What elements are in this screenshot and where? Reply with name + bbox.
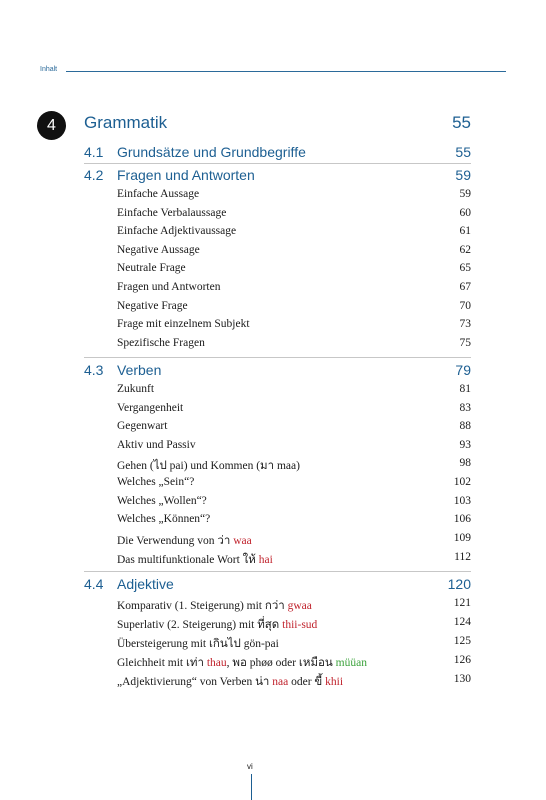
toc-entry[interactable]: [0, 420, 546, 438]
section-number: 4.1: [84, 144, 104, 160]
toc-entry[interactable]: [0, 476, 546, 494]
entry-page: 124: [453, 616, 471, 628]
toc-entry[interactable]: [0, 281, 546, 299]
entry-title-text: „Adjektivierung“ von Verben น่า: [117, 676, 273, 688]
entry-page: 103: [453, 495, 471, 507]
entry-page: 93: [459, 439, 471, 451]
section-number: 4.3: [84, 362, 104, 378]
chapter-number-badge: 4: [37, 111, 66, 140]
entry-page: 81: [459, 383, 471, 395]
entry-page: 59: [459, 188, 471, 200]
toc-entry[interactable]: [0, 616, 546, 634]
entry-page: 83: [459, 402, 471, 414]
entry-title: Negative Aussage: [117, 244, 200, 256]
section-page: 120: [447, 576, 471, 592]
section-4-3[interactable]: [0, 362, 546, 382]
entry-title: Übersteigerung mit เกินไป gön-pai: [117, 638, 279, 650]
entry-page: 125: [453, 635, 471, 647]
toc-entry[interactable]: [0, 383, 546, 401]
section-page: 59: [455, 167, 471, 183]
entry-title: Negative Frage: [117, 300, 188, 312]
entry-title: Neutrale Frage: [117, 262, 186, 274]
entry-title-text: , พอ phøø oder เหมือน: [226, 657, 336, 669]
entry-title: [117, 616, 317, 634]
entry-page: 106: [453, 513, 471, 525]
section-4-4[interactable]: [0, 576, 546, 596]
section-divider: [84, 163, 471, 164]
toc-entry[interactable]: [0, 262, 546, 280]
folio-rule: [251, 774, 252, 800]
toc-entry[interactable]: [0, 300, 546, 318]
chapter-page: 55: [452, 113, 471, 132]
transliteration: khii: [325, 676, 344, 688]
section-title: Grundsätze und Grundbegriffe: [117, 144, 306, 160]
toc-entry[interactable]: [0, 402, 546, 420]
entry-title-text: Gleichheit mit เท่า: [117, 657, 207, 669]
transliteration: müüan: [335, 657, 367, 669]
section-divider: [84, 571, 471, 572]
transliteration: thii-sud: [282, 619, 318, 631]
entry-title: Welches „Sein“?: [117, 476, 195, 488]
entry-page: 126: [453, 654, 471, 666]
transliteration: naa: [272, 676, 289, 688]
entry-title: Vergangenheit: [117, 402, 184, 414]
section-4-1[interactable]: [0, 144, 546, 164]
entry-page: 67: [459, 281, 471, 293]
entry-page: 102: [453, 476, 471, 488]
transliteration: hai: [258, 554, 273, 566]
entry-title: [117, 597, 312, 615]
entry-page: 121: [453, 597, 471, 609]
section-title: Fragen und Antworten: [117, 167, 255, 183]
page-folio: vi: [247, 762, 253, 771]
entry-page: 130: [453, 673, 471, 685]
toc-entry[interactable]: [0, 654, 546, 672]
entry-title: Frage mit einzelnem Subjekt: [117, 318, 250, 330]
entry-title: Aktiv und Passiv: [117, 439, 196, 451]
chapter-title[interactable]: Grammatik: [84, 113, 168, 132]
toc-entry[interactable]: [0, 457, 546, 475]
entry-title-text: oder ขี้: [288, 676, 326, 688]
entry-page: 65: [459, 262, 471, 274]
entry-page: 109: [453, 532, 471, 544]
toc-entry[interactable]: [0, 225, 546, 243]
entry-page: 75: [459, 337, 471, 349]
entry-page: 62: [459, 244, 471, 256]
toc-entry[interactable]: [0, 532, 546, 550]
entry-title: Einfache Aussage: [117, 188, 200, 200]
toc-entry[interactable]: [0, 551, 546, 569]
entry-page: 112: [454, 551, 471, 563]
section-4-2[interactable]: [0, 167, 546, 187]
entry-page: 73: [459, 318, 471, 330]
entry-title: [117, 551, 273, 569]
section-page: 55: [455, 144, 471, 160]
entry-title: Zukunft: [117, 383, 155, 395]
toc-entry[interactable]: [0, 635, 546, 653]
header-label: Inhalt: [40, 66, 58, 73]
entry-title: Welches „Wollen“?: [117, 495, 207, 507]
entry-title: Gehen (ไป pai) und Kommen (มา maa): [117, 460, 300, 472]
section-page: 79: [455, 362, 471, 378]
toc-entry[interactable]: [0, 495, 546, 513]
entry-title: Einfache Verbalaussage: [117, 207, 227, 219]
transliteration: thau: [206, 657, 227, 669]
section-number: 4.2: [84, 167, 104, 183]
entry-page: 98: [459, 457, 471, 469]
toc-entry[interactable]: [0, 188, 546, 206]
entry-title: Fragen und Antworten: [117, 281, 221, 293]
entry-title: [117, 654, 367, 672]
transliteration: waa: [233, 535, 252, 547]
section-title: Adjektive: [117, 576, 174, 592]
toc-entry[interactable]: [0, 673, 546, 691]
entry-title-text: Superlativ (2. Steigerung) mit ที่สุด: [117, 619, 283, 631]
section-number: 4.4: [84, 576, 104, 592]
entry-title-text: Das multifunktionale Wort ให้: [117, 554, 259, 566]
entry-title: [117, 532, 252, 550]
entry-page: 61: [459, 225, 471, 237]
toc-entry[interactable]: [0, 513, 546, 531]
toc-entry[interactable]: [0, 597, 546, 615]
toc-entry[interactable]: [0, 318, 546, 336]
toc-entry[interactable]: [0, 439, 546, 457]
entry-page: 60: [459, 207, 471, 219]
entry-title: Einfache Adjektivaussage: [117, 225, 237, 237]
toc-entry[interactable]: [0, 244, 546, 262]
entry-title-text: Die Verwendung von ว่า: [117, 535, 234, 547]
toc-entry[interactable]: [0, 337, 546, 355]
toc-entry[interactable]: [0, 207, 546, 225]
entry-page: 88: [459, 420, 471, 432]
entry-title: Spezifische Fragen: [117, 337, 205, 349]
entry-title: Gegenwart: [117, 420, 168, 432]
section-divider: [84, 357, 471, 358]
entry-title-text: Komparativ (1. Steigerung) mit กว่า: [117, 600, 288, 612]
header-rule: [66, 71, 506, 72]
entry-title: [117, 673, 343, 691]
entry-page: 70: [459, 300, 471, 312]
entry-title: Welches „Können“?: [117, 513, 211, 525]
section-title: Verben: [117, 362, 162, 378]
transliteration: gwaa: [287, 600, 312, 612]
